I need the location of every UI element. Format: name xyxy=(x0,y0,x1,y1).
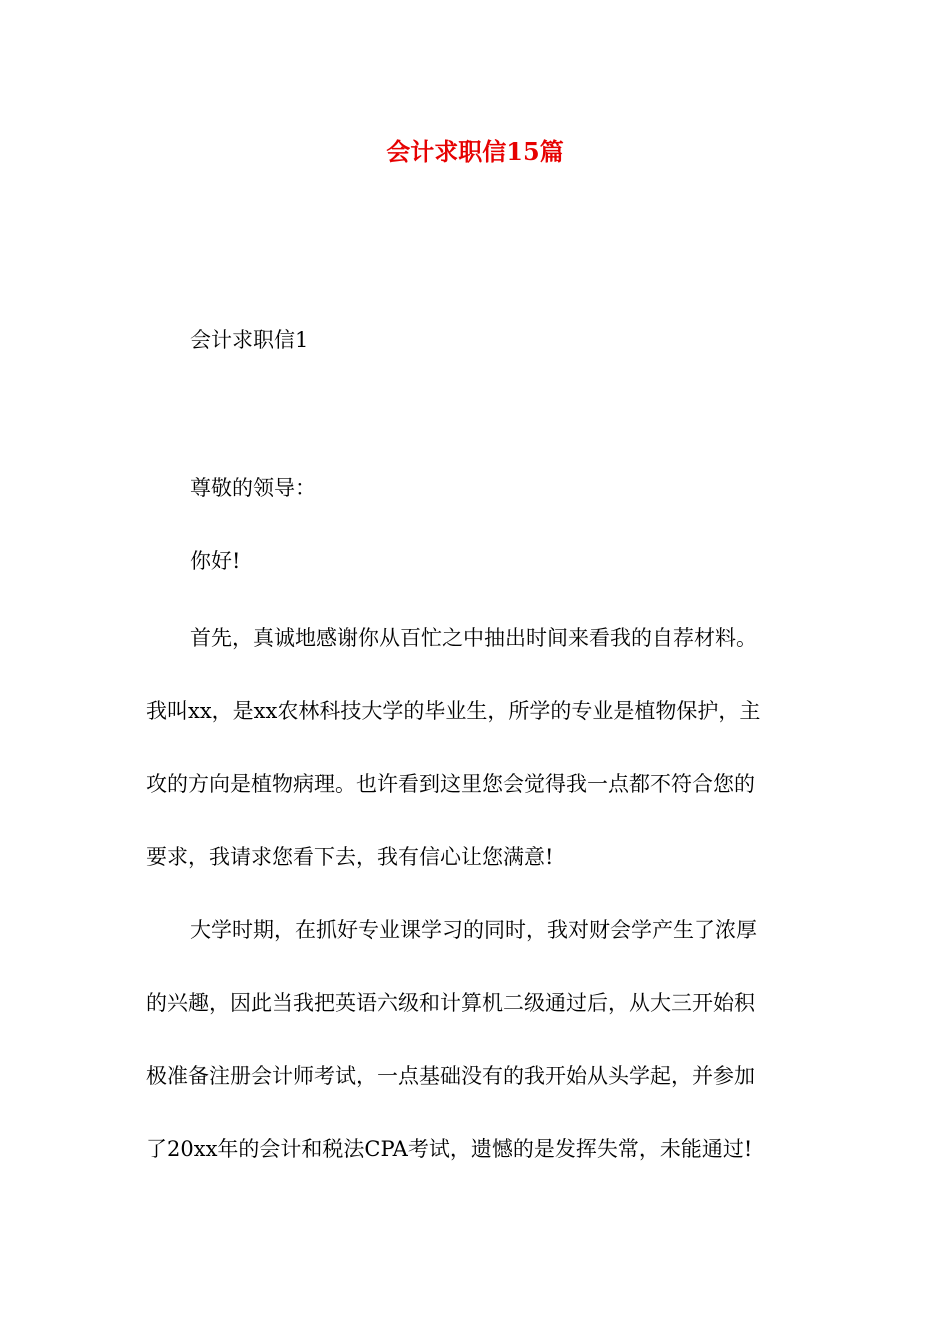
body-paragraph-2 xyxy=(146,894,806,1186)
section-heading-text: 会计求职信1 xyxy=(190,328,309,352)
paragraph-line: 了20xx年的会计和税法CPA考试，遗憾的是发挥失常，未能通过! xyxy=(146,1137,753,1161)
salutation-text: 尊敬的领导： xyxy=(190,476,316,500)
greeting-text: 你好! xyxy=(190,549,241,573)
paragraph-line: 首先，真诚地感谢你从百忙之中抽出时间来看我的自荐材料。 xyxy=(190,626,757,650)
paragraph-line: 攻的方向是植物病理。也许看到这里您会觉得我一点都不符合您的 xyxy=(146,772,755,796)
salutation xyxy=(146,452,850,525)
paragraph-line: 极准备注册会计师考试，一点基础没有的我开始从头学起，并参加 xyxy=(146,1064,755,1088)
greeting xyxy=(146,525,850,598)
paragraph-line: 要求，我请求您看下去，我有信心让您满意! xyxy=(146,845,554,869)
paragraph-line: 的兴趣，因此当我把英语六级和计算机二级通过后，从大三开始积 xyxy=(146,991,755,1015)
body-paragraph-1 xyxy=(146,602,806,894)
paragraph-line: 大学时期，在抓好专业课学习的同时，我对财会学产生了浓厚 xyxy=(190,918,757,942)
document-title: 会计求职信15篇 xyxy=(386,137,564,166)
paragraph-line: 我叫xx，是xx农林科技大学的毕业生，所学的专业是植物保护，主 xyxy=(146,699,761,723)
section-heading xyxy=(146,304,850,377)
